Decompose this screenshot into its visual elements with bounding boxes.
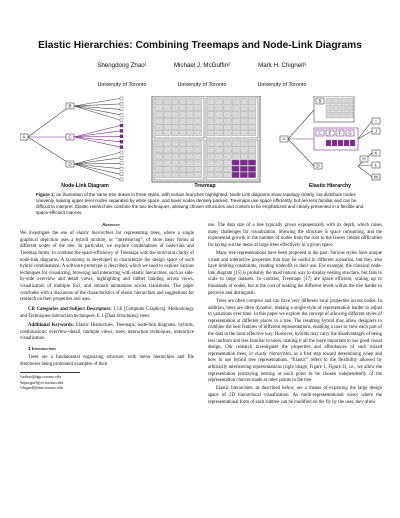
- treemap-cell: [326, 112, 332, 118]
- treemap-cell: [224, 142, 231, 147]
- treemap-cell: [216, 148, 223, 153]
- leaf-node: [120, 108, 123, 111]
- treemap-cell: [216, 172, 223, 177]
- treemap-cell: [171, 142, 178, 147]
- treemap-cell: [344, 140, 349, 146]
- treemap-cell: [187, 118, 194, 123]
- intro-text: Trees are a fundamental organizing structure, with menu hierarchies and file directories being prominent examples of their: [20, 355, 194, 367]
- treemap-cell: [179, 130, 186, 135]
- tree-edge: [74, 131, 120, 137]
- treemap-cell: [232, 148, 239, 153]
- tree-node-label: I: [375, 118, 377, 124]
- treemap-cell: [240, 166, 247, 171]
- author-name: Shengdong Zhao¹: [97, 62, 147, 69]
- treemap-cell: [248, 118, 255, 123]
- treemap-cell: [326, 140, 331, 146]
- treemap-cell: [171, 118, 178, 123]
- treemap-cell: [248, 172, 255, 177]
- tree-edge: [28, 134, 72, 164]
- leaf-node: [120, 156, 123, 159]
- treemap-cell: [163, 124, 170, 129]
- author-name: Mark H. Chignell³: [258, 62, 306, 69]
- treemap-cell: [179, 160, 186, 165]
- treemap-cell: [208, 148, 215, 153]
- treemap-cell: [232, 112, 239, 117]
- treemap-cell: [163, 166, 170, 171]
- treemap-cell: [224, 154, 231, 159]
- body-paragraph: Elastic hierarchies, as described below, are a means of exploring the large design space of 2D hierarchical visualization. As multi-representational views where the representational form of each subtree can be modified on the fly by the user, they allow: [208, 386, 382, 405]
- treemap-cell: [248, 166, 255, 171]
- left-column: [20, 223, 194, 390]
- treemap-cell: [216, 118, 223, 123]
- treemap-cell: [224, 172, 231, 177]
- treemap-cell: [326, 98, 332, 104]
- treemap-cell: [195, 148, 202, 153]
- treemap-cell: [248, 160, 255, 165]
- treemap-cell: [216, 106, 223, 111]
- leaf-node: [120, 162, 123, 165]
- leaf-node: [120, 151, 123, 154]
- treemap-cell: [156, 100, 163, 105]
- treemap-cell: [232, 124, 239, 129]
- treemap-cell: [240, 106, 247, 111]
- treemap-cell: [240, 100, 247, 105]
- treemap-cell: [347, 105, 353, 111]
- treemap-cell: [171, 160, 178, 165]
- treemap-cell: [156, 112, 163, 117]
- treemap-cell: [216, 124, 223, 129]
- treemap-cell: [156, 148, 163, 153]
- leaf-node: [120, 167, 123, 170]
- treemap-cell: [187, 124, 194, 129]
- treemap-cell: [163, 100, 170, 105]
- treemap-cell: [195, 130, 202, 135]
- treemap-cell: [171, 106, 178, 111]
- abstract-heading: Abstract: [102, 223, 120, 228]
- treemap-cell: [240, 130, 247, 135]
- tree-edge: [358, 165, 372, 166]
- treemap-cell: [179, 142, 186, 147]
- caption-text: an illustration of the same tree drawn in three styles, with certain branches highlighted. Node-Link diagrams show topology clearly, but distribute nodes unevenly, leaving upper level nodes separated by white space, and lower nodes densely packed. Treemaps use space efficiently, but are less familiar and can be difficult to interpret. Elastic Hierarchies combine the two techniques, allowing chosen structures and content to be emphasized and clearly presented in a flexible and space-efficient manner.: [36, 192, 364, 216]
- treemap-cell: [195, 124, 202, 129]
- leaf-node: [120, 119, 123, 122]
- tree-node-label: A: [22, 134, 26, 140]
- treemap-cell: [232, 154, 239, 159]
- treemap-cell: [156, 166, 163, 171]
- figure-label-elastic: Elastic Hierarchy: [308, 183, 352, 189]
- leaf-node: [120, 140, 123, 143]
- treemap-cell: [240, 112, 247, 117]
- leaf-node: [120, 135, 123, 138]
- tree-node-label: C: [318, 130, 322, 136]
- treemap-cell: [163, 106, 170, 111]
- treemap-cell: [163, 118, 170, 123]
- footnote: ³chignell@mie.toronto.edu: [20, 384, 64, 390]
- tree-node-label: A: [282, 136, 286, 142]
- leaf-node: [120, 113, 123, 116]
- treemap-cell: [195, 172, 202, 177]
- treemap-cell: [248, 112, 255, 117]
- keywords: Additional Keywords: Elastic Hierarchies, Treemaps, node-link diagrams, hybrids, combinations, overview+detail, multiple views, trees, interaction techniques, interactive visualization: [20, 323, 194, 342]
- treemap-cell: [163, 154, 170, 159]
- treemap-cell: [216, 160, 223, 165]
- tree-edge: [74, 106, 120, 115]
- treemap-cell: [171, 100, 178, 105]
- treemap-cell: [216, 100, 223, 105]
- cr-categories: CR Categories and Subject Descriptors: I.3.6 [Computer Graphics]: Methodology and Techniques–interaction techniques; E.1 [Data Structures]: trees: [20, 306, 194, 319]
- tree-node-label: B: [318, 98, 322, 104]
- author-affiliation: University of Toronto: [97, 82, 147, 88]
- author-affiliation: University of Toronto: [177, 82, 227, 88]
- node-link-diagram: [20, 97, 123, 181]
- footnote: ¹sszhao@dgp.toronto.edu: [20, 374, 61, 380]
- treemap-cell: [224, 118, 231, 123]
- tree-edge: [358, 166, 372, 177]
- treemap-cell: [171, 130, 178, 135]
- treemap-cell: [156, 118, 163, 123]
- tree-node-label: F: [338, 130, 342, 136]
- treemap-cell: [179, 154, 186, 159]
- treemap-cell: [216, 166, 223, 171]
- treemap-cell: [240, 118, 247, 123]
- treemap-cell: [171, 112, 178, 117]
- right-column: [208, 223, 382, 408]
- treemap-cell: [224, 160, 231, 165]
- treemap-cell: [179, 118, 186, 123]
- treemap-cell: [195, 154, 202, 159]
- tree-edge: [74, 163, 120, 164]
- tree-edge: [74, 106, 120, 109]
- treemap-cell: [208, 154, 215, 159]
- figure-label-node-link: Node-Link Diagram: [61, 183, 109, 189]
- treemap-cell: [216, 112, 223, 117]
- paper-title: Elastic Hierarchies: Combining Treemaps and Node-Link Diagrams: [38, 40, 362, 51]
- tree-edge: [358, 121, 372, 139]
- treemap-cell: [195, 118, 202, 123]
- body-paragraph: use. The data size of a tree typically grows exponentially with its depth, which raises many challenges for visualization. Showing the structure is space consuming, and the exponential growth in the number of nodes from the root to the leaves creates difficulties for laying out the items of large trees effectively in a given space.: [208, 223, 382, 248]
- figure-caption: [36, 192, 366, 216]
- tree-edge: [288, 139, 314, 166]
- treemap-cell: [232, 100, 239, 105]
- tree-edge: [74, 164, 120, 174]
- tree-node-label: D: [68, 161, 72, 167]
- treemap-cell: [187, 106, 194, 111]
- treemap-cell: [224, 106, 231, 111]
- treemap-cell: [232, 166, 239, 171]
- tree-edge: [74, 136, 120, 137]
- treemap-cell: [347, 112, 353, 118]
- treemap-cell: [187, 166, 194, 171]
- treemap-cell: [240, 142, 247, 147]
- author-name: Michael J. McGuffin²: [173, 62, 231, 69]
- treemap-cell: [163, 148, 170, 153]
- treemap-cell: [340, 112, 346, 118]
- treemap-cell: [340, 105, 346, 111]
- leaf-node: [120, 124, 123, 127]
- treemap-cell: [232, 160, 239, 165]
- treemap-cell: [332, 140, 337, 146]
- treemap-cell: [232, 142, 239, 147]
- treemap-cell: [179, 112, 186, 117]
- treemap-cell: [187, 172, 194, 177]
- tree-node-label: M: [374, 174, 378, 180]
- treemap-cell: [156, 106, 163, 111]
- treemap-cell: [208, 124, 215, 129]
- treemap-cell: [240, 148, 247, 153]
- treemap-cell: [208, 130, 215, 135]
- treemap-cell: [240, 124, 247, 129]
- treemap-cell: [179, 172, 186, 177]
- treemap-cell: [156, 172, 163, 177]
- treemap-cell: [179, 124, 186, 129]
- leaf-node: [120, 129, 123, 132]
- tree-edge: [74, 106, 120, 120]
- caption-label: Figure 1:: [36, 192, 56, 197]
- treemap-cell: [208, 142, 215, 147]
- treemap-cell: [171, 172, 178, 177]
- elastic-hierarchy: [280, 96, 380, 180]
- treemap-cell: [224, 130, 231, 135]
- treemap-cell: [208, 160, 215, 165]
- treemap-cell: [232, 172, 239, 177]
- treemap-cell: [232, 118, 239, 123]
- tree-edge: [74, 137, 120, 147]
- treemap-cell: [240, 172, 247, 177]
- intro-heading: 1 Introduction: [28, 346, 56, 352]
- treemap-cell: [187, 160, 194, 165]
- leaf-node: [120, 173, 123, 176]
- treemap-cell: [248, 148, 255, 153]
- body-paragraph: Many tree representations have been proposed in the past. Various styles have unique visual and interactive properties that may be useful in different scenarios, but they also have limiting constraints, creating tradeoffs in their use. For example, the classical node-link diagram [15] is probably the most natural way to display nesting structure, but fails to scale to large datasets. In contrast, Treemaps [17] are space efficient, scaling up to thousands of nodes, but at the cost of making the different levels within the tree harder to perceive and distinguish.: [208, 251, 382, 296]
- treemap-cell: [187, 130, 194, 135]
- treemap-cell: [171, 148, 178, 153]
- tree-node-label: C: [68, 134, 72, 140]
- treemap-cell: [224, 124, 231, 129]
- treemap-cell: [208, 118, 215, 123]
- treemap-cell: [248, 142, 255, 147]
- tree-edge: [74, 153, 120, 165]
- treemap-cell: [248, 154, 255, 159]
- treemap-cell: [195, 160, 202, 165]
- treemap-cell: [163, 172, 170, 177]
- treemap-cell: [187, 154, 194, 159]
- treemap-cell: [340, 98, 346, 104]
- treemap-cell: [156, 142, 163, 147]
- treemap-cell: [240, 154, 247, 159]
- treemap-cell: [195, 112, 202, 117]
- treemap-cell: [187, 142, 194, 147]
- tree-node-label: H: [362, 156, 366, 162]
- tree-node-label: K: [374, 150, 378, 156]
- treemap-cell: [240, 160, 247, 165]
- treemap-cell: [156, 130, 163, 135]
- tree-edge: [74, 158, 120, 164]
- abstract-text: We investigate the use of elastic hierarchies for representing trees, where a single graphical depiction uses a hybrid mixture, or “interleaving”, of more basic forms at different nodes of the tree. In particular, we explore combinations of node-link and Treemap forms, to combine the space-efficiency of Treemaps with the structural clarity of node-link diagrams. A taxonomy is developed to characterize the design space of such hybrid combinations. A software prototype is described, which we used to explore various techniques for visualizing, browsing and interacting with elastic hierarchies, such as side-by-side overview and detail views, highlighting and rubber banding across views, visualization of multiple foci, and smooth animations across transitions. The paper concludes with a discussion of the characteristics of elastic hierarchies and suggestions for research on their properties and uses.: [20, 231, 194, 303]
- tree-edge: [288, 110, 314, 139]
- tree-node-label: G: [348, 130, 352, 136]
- treemap-cell: [333, 112, 339, 118]
- body-paragraph: Trees are often complex and can have very different local properties across nodes. In addition, trees are often dynamic, making a single style of representation harder to adjust to variations over time. In this paper we explore the concept of allowing different styles of representation at different places in a tree. The resulting hybrid may allow designers to combine the best features of different representations, enabling a user to view each part of the data in the most effective way. However, hybrids may carry the disadvantages of being less uniform and less familiar to users, making it all the more important to use good visual design. Our research investigates the properties and affordances of such mixed representation trees, or elastic hierarchies, as a first step toward determining when and how to use hybrid tree representations. “Elastic” refers to the flexibility allowed by arbitrarily interleaving representations (right image, Figure 1, Figure 4), i.e., we allow the representation portraying nesting at each point to be chosen independently of the representation choices made at other points in the tree.: [208, 298, 382, 384]
- treemap-cell: [208, 166, 215, 171]
- treemap-cell: [248, 124, 255, 129]
- footnote: ²mjmcguff@cs.toronto.edu: [20, 379, 64, 385]
- treemap-cell: [216, 130, 223, 135]
- treemap-cell: [171, 166, 178, 171]
- treemap-cell: [224, 148, 231, 153]
- treemap-cell: [163, 142, 170, 147]
- treemap-cell: [171, 124, 178, 129]
- treemap-cell: [208, 106, 215, 111]
- treemap-cell: [187, 100, 194, 105]
- tree-node-label: D: [316, 163, 320, 169]
- figure-1: [20, 96, 382, 188]
- treemap-cell: [216, 154, 223, 159]
- figure-label-treemap: Treemap: [194, 183, 216, 189]
- leaf-node: [120, 102, 123, 105]
- leaf-node: [120, 97, 123, 100]
- treemap-cell: [232, 130, 239, 135]
- treemap-cell: [208, 172, 215, 177]
- leaf-node: [120, 178, 123, 181]
- treemap-cell: [216, 142, 223, 147]
- treemap-cell: [248, 100, 255, 105]
- treemap-cell: [232, 106, 239, 111]
- treemap-cell: [179, 106, 186, 111]
- treemap-cell: [163, 160, 170, 165]
- leaf-node: [120, 146, 123, 149]
- treemap-cell: [156, 160, 163, 165]
- treemap-cell: [179, 100, 186, 105]
- treemap-cell: [156, 154, 163, 159]
- treemap-cell: [208, 100, 215, 105]
- treemap-cell: [350, 140, 355, 146]
- treemap-cell: [195, 142, 202, 147]
- treemap-cell: [163, 130, 170, 135]
- treemap-cell: [347, 98, 353, 104]
- treemap-cell: [187, 112, 194, 117]
- treemap-cell: [224, 166, 231, 171]
- tree-node-label: E: [328, 130, 332, 136]
- tree-node-label: B: [68, 103, 72, 109]
- tree-edge: [358, 131, 372, 139]
- tree-edge: [74, 126, 120, 138]
- treemap-cell: [171, 154, 178, 159]
- treemap-cell: [248, 130, 255, 135]
- treemap-cell: [163, 112, 170, 117]
- treemap-cell: [179, 148, 186, 153]
- tree-edge: [28, 103, 72, 137]
- treemap: [152, 96, 260, 182]
- tree-node-label: L: [374, 162, 378, 168]
- treemap-cell: [195, 166, 202, 171]
- treemap-cell: [333, 105, 339, 111]
- treemap-cell: [248, 106, 255, 111]
- author-affiliation: University of Toronto: [257, 82, 307, 88]
- tree-node-label: J: [374, 128, 378, 134]
- treemap-cell: [195, 106, 202, 111]
- treemap-cell: [224, 112, 231, 117]
- treemap-cell: [333, 98, 339, 104]
- footnote-rule: [20, 372, 80, 373]
- treemap-cell: [338, 140, 343, 146]
- treemap-cell: [187, 148, 194, 153]
- treemap-cell: [208, 112, 215, 117]
- tree-edge: [74, 137, 120, 142]
- treemap-cell: [195, 100, 202, 105]
- treemap-cell: [326, 105, 332, 111]
- treemap-cell: [179, 166, 186, 171]
- treemap-cell: [156, 124, 163, 129]
- treemap-cell: [224, 100, 231, 105]
